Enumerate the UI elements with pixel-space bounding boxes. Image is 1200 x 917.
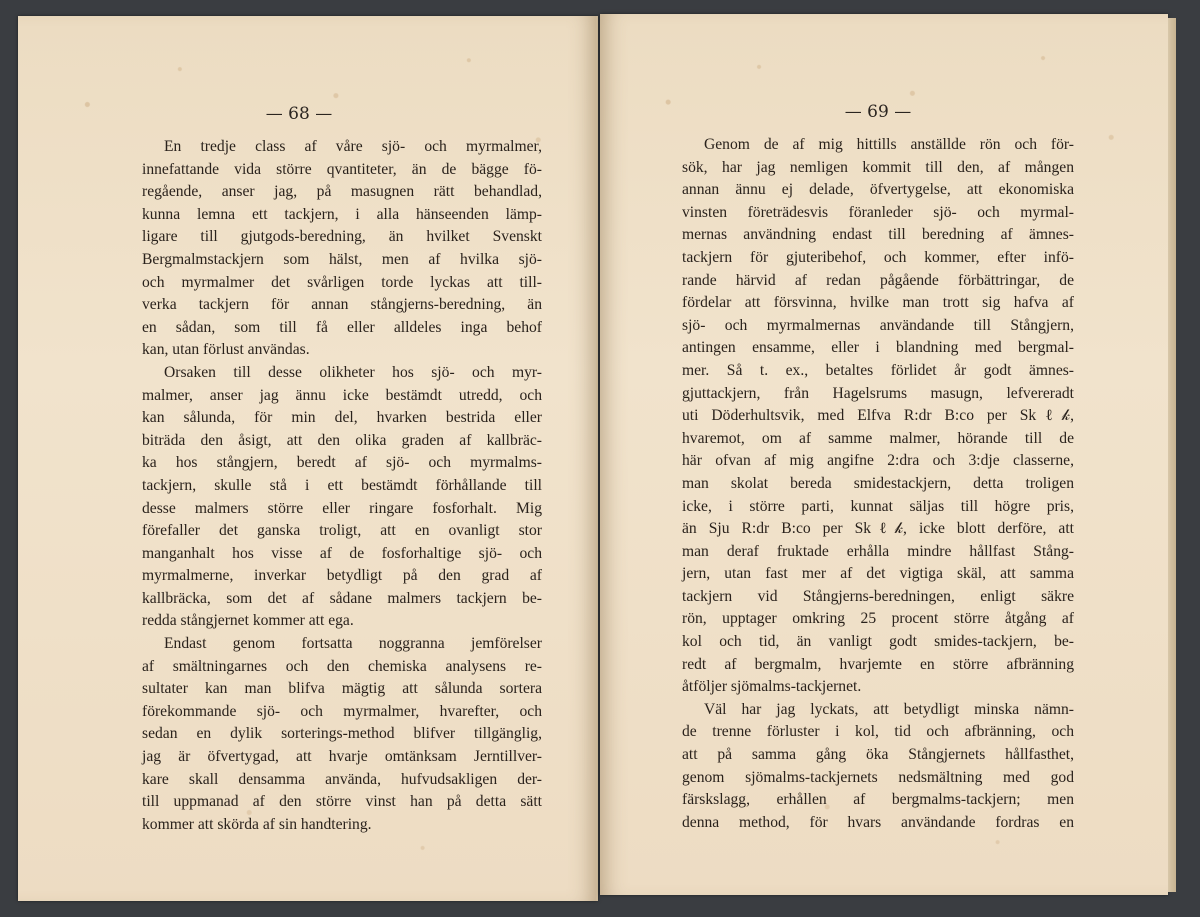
text-line: rön, upptager omkring 25 procent större åtgång af	[682, 610, 1074, 628]
text-line: här ofvan af mig angifne 2:dra och 3:dje classerne,	[682, 452, 1074, 470]
text-line: Bergmalmstackjern som hälst, men af hvilka sjö-	[142, 250, 542, 268]
text-line: hvaremot, om af samme malmer, hörande till de	[682, 429, 1074, 447]
text-line: förefaller det ganska troligt, att en ovanligt stor	[142, 522, 542, 540]
text-line: än Sju R:dr B:co per Skℓ𝓀, icke blott derföre, att	[682, 520, 1074, 538]
text-line: tackjern för gjuteribehof, och kommer, efter infö-	[682, 248, 1074, 266]
text-line: kommer att skörda af sin handtering.	[142, 815, 372, 833]
text-line: att på samma gång öka Stångjernets hållfasthet,	[682, 746, 1074, 764]
text-line: åtföljer sjömalms-tackjernet.	[682, 678, 862, 696]
text-line: fördelar att försvinna, hvilke man trott sig hafva af	[682, 294, 1074, 312]
text-line: kare skall densamma använda, hufvudsakligen der-	[142, 770, 542, 788]
text-line: rande härvid af redan pågående förbättringar, de	[682, 271, 1074, 289]
text-line: färskslagg, erhållen af bergmalms-tackjern; men	[682, 791, 1074, 809]
text-line: myrmalmerne, inverkar betydligt på den grad af	[142, 567, 542, 585]
text-line: antingen ensamme, eller i blandning med bergmal-	[682, 339, 1074, 357]
text-line: En tredje class af våre sjö- och myrmalmer,	[164, 138, 542, 155]
text-line: jern, utan fast mer af det vigtiga skäl, att samma	[682, 565, 1074, 583]
text-line: redda stångjernet kommer att ega.	[142, 612, 354, 630]
text-line: sedan en dylik sorterings-method blifver tillgänglig,	[142, 725, 542, 743]
text-line: Väl har jag lyckats, att betydligt minska nämn-	[704, 700, 1074, 718]
page-number-left: — 68 —	[265, 104, 333, 124]
text-line: sultater kan man blifva mägtig att sålunda sortera	[142, 680, 542, 698]
text-line: Orsaken till desse olikheter hos sjö- och myr-	[164, 363, 542, 381]
left-page-text	[142, 136, 542, 836]
text-line: ligare till gjutgods-beredning, än hvilket Svenskt	[142, 228, 542, 246]
text-line: kan, utan förlust användas.	[142, 341, 310, 359]
text-line: annan ännu ej delade, öfvertygelse, att ekonomiska	[682, 181, 1074, 199]
text-line: man skolat bereda smidestackjern, detta troligen	[682, 474, 1074, 492]
text-line: desse malmers större eller ringare fosforhalt. Mig	[142, 499, 542, 517]
text-line: manganhalt hos visse af de fosforhaltige sjö- och	[142, 544, 542, 562]
text-line: och myrmalmer det svårligen torde lyckas att till-	[142, 273, 542, 291]
text-line: biträda den åsigt, att den olika graden af kallbräc-	[142, 431, 542, 449]
text-line: tackjern, skulle stå i ett bestämdt förhållande till	[142, 476, 542, 494]
text-line: mer. Så t. ex., betaltes förlidet år godt ämnes-	[682, 361, 1074, 379]
text-line: en sådan, som till få eller alldeles inga behof	[142, 318, 542, 336]
text-line: gjuttackjern, från Hagelsrums masugn, lefvereradt	[682, 384, 1074, 402]
text-line: jag är öfvertygad, att hvarje omtänksam Jerntillver-	[142, 748, 542, 766]
text-line: sök, har jag nemligen kommit till den, af mången	[682, 158, 1074, 176]
text-line: kol och tid, än vanligt godt smides-tackjern, be-	[682, 633, 1074, 651]
page-number-right: — 69 —	[844, 102, 912, 122]
text-line: mernas användning endast till beredning af ämnes-	[682, 226, 1074, 244]
right-page-text	[682, 134, 1074, 834]
text-line: redt af bergmalm, hvarjemte en större afbränning	[682, 655, 1074, 673]
text-line: Genom de af mig hittills anställde rön och för-	[704, 136, 1074, 153]
text-line: innefattande vida större qvantiteter, än de bägge fö-	[142, 160, 542, 178]
text-line: Endast genom fortsatta noggranna jemförelser	[164, 635, 542, 653]
text-line: tackjern vid Stångjerns-beredningen, enligt säkre	[682, 587, 1074, 605]
text-line: verka tackjern för annan stångjerns-beredning, än	[142, 296, 542, 314]
text-line: kan sålunda, för min del, hvarken bestrida eller	[142, 409, 542, 427]
left-page	[18, 16, 598, 901]
text-line: malmer, anser jag ännu icke bestämdt utredd, och	[142, 386, 542, 404]
text-line: kunna lemna ett tackjern, i alla hänseenden lämp-	[142, 205, 542, 223]
text-line: uti Döderhultsvik, med Elfva R:dr B:co per Skℓ𝓀,	[682, 407, 1074, 425]
text-line: af smältningarnes och den chemiska analysens re-	[142, 657, 542, 675]
page-edge	[1168, 18, 1176, 892]
right-page	[600, 14, 1168, 895]
text-line: till uppmanad af den större vinst han på detta sätt	[142, 793, 542, 811]
text-line: genom sjömalms-tackjernets nedsmältning med god	[682, 768, 1074, 786]
text-line: ka hos stångjern, beredt af sjö- och myrmalms-	[142, 454, 542, 472]
text-line: regående, anser jag, på masugnen rätt behandlad,	[142, 183, 542, 201]
text-line: man deraf fruktade erhålla mindre hållfast Stång-	[682, 542, 1074, 560]
text-line: denna method, för hvars användande fordras en	[682, 813, 1074, 831]
text-line: vinsten företrädesvis föranleder sjö- och myrmal-	[682, 203, 1074, 221]
text-line: kallbräcka, som det af sådane malmers tackjern be-	[142, 589, 542, 607]
text-line: icke, i större parti, kunnat säljas till högre pris,	[682, 497, 1074, 515]
text-line: sjö- och myrmalmernas användande till Stångjern,	[682, 316, 1074, 334]
text-line: förekommande sjö- och myrmalmer, hvarefter, och	[142, 702, 542, 720]
text-line: de trenne förluster i kol, tid och afbränning, och	[682, 723, 1074, 741]
